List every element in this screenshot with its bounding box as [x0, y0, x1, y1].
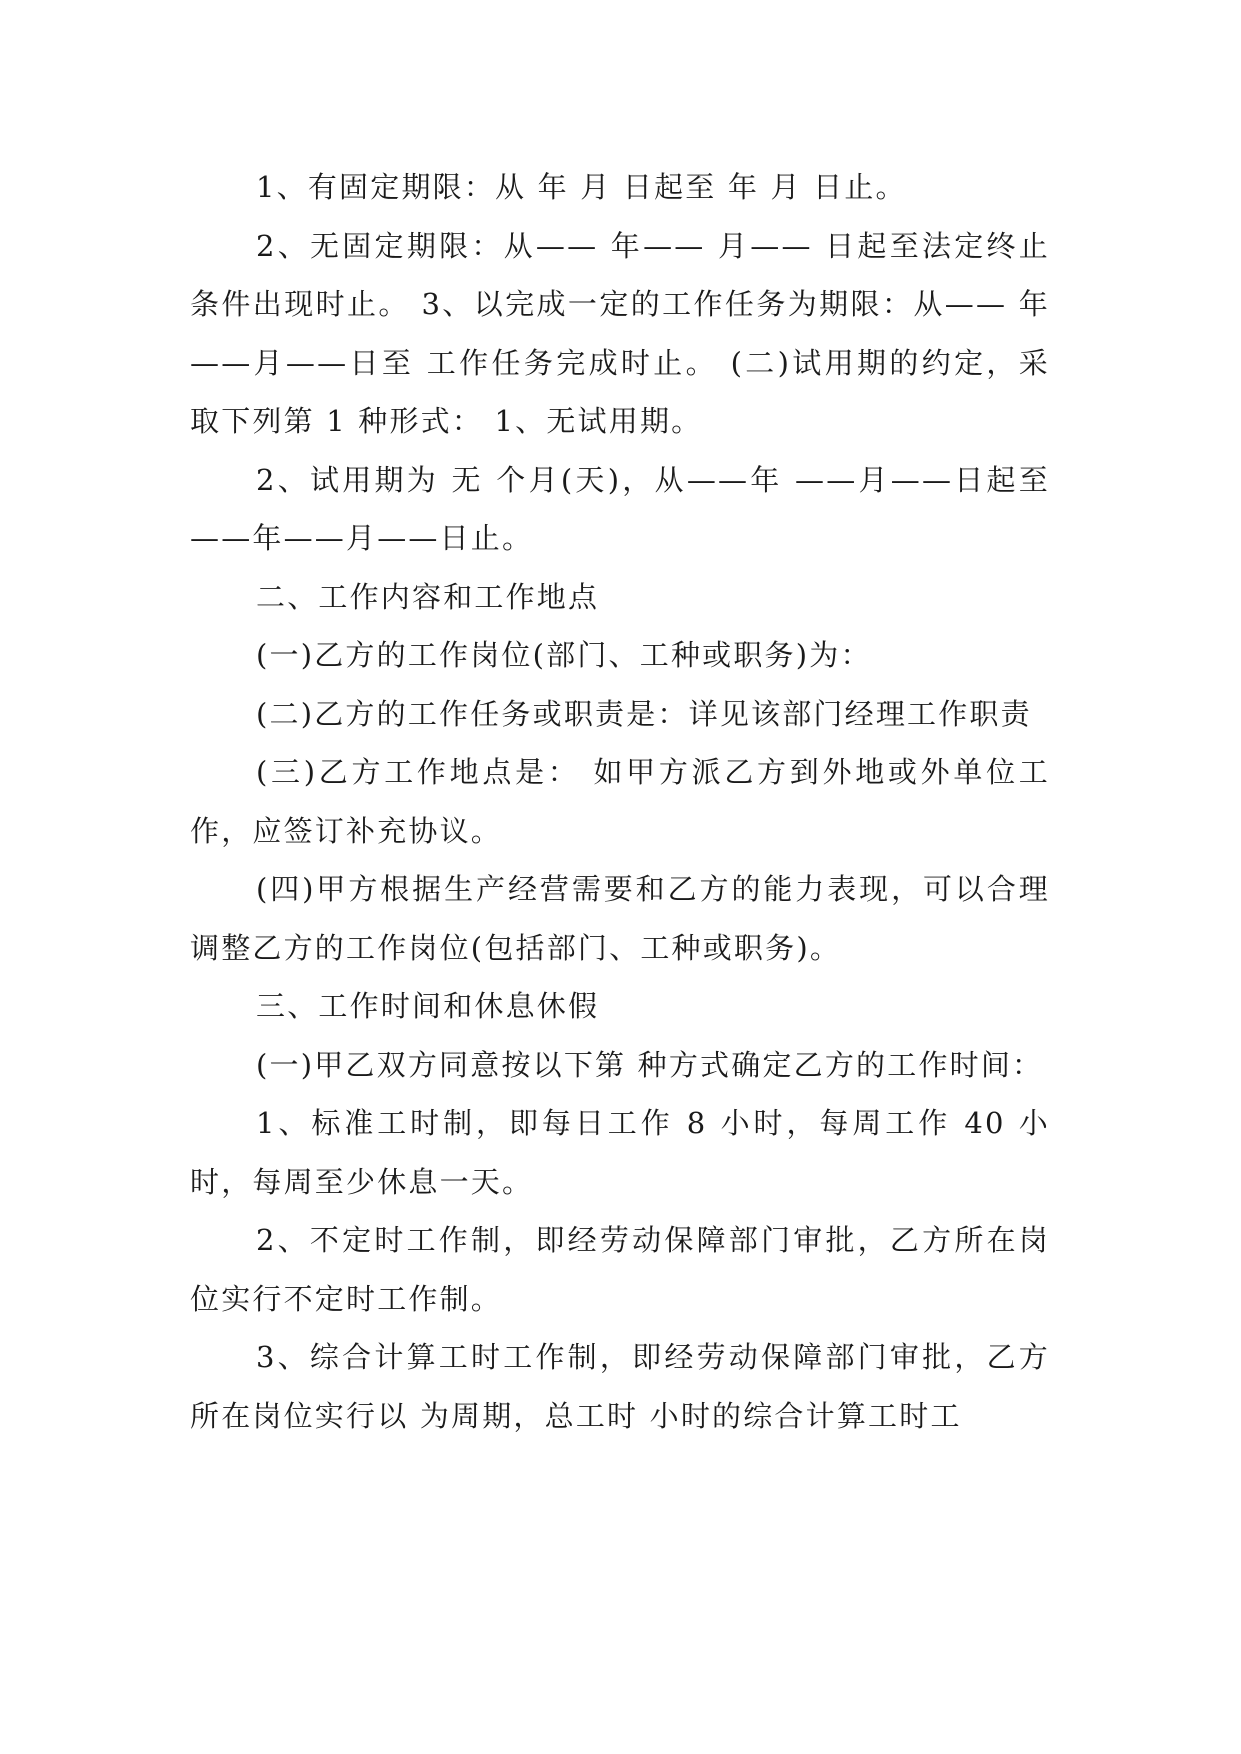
section-heading-working-hours: 三、工作时间和休息休假 — [256, 989, 600, 1023]
paragraph-job-position: (一)乙方的工作岗位(部门、工种或职务)为： — [256, 638, 872, 672]
paragraph-standard-hours: 1、标准工时制，即每日工作 8 小时，每周工作 40 小时，每周至少休息一天。 — [190, 1106, 1050, 1199]
paragraph-fixed-term: 1、有固定期限：从 年 月 日起至 年 月 日止。 — [256, 170, 907, 204]
paragraph-hours-method: (一)甲乙双方同意按以下第 种方式确定乙方的工作时间： — [256, 1047, 1044, 1082]
paragraph-no-fixed-term: 2、无固定期限：从—— 年—— 月—— 日起至法定终止条件出现时止。 3、以完成一定的工作任务为期限：从—— 年——月——日至 工作任务完成时止。 (二)试用期的约定，采取下列第 1 种形式： 1、无试用期。 — [190, 228, 1050, 438]
section-heading-work-content: 二、工作内容和工作地点 — [256, 579, 600, 614]
paragraph-comprehensive-hours: 3、综合计算工时工作制，即经劳动保障部门审批，乙方所在岗位实行以 为周期，总工时 小时的综合计算工时工 — [190, 1340, 1050, 1433]
paragraph-work-location: (三)乙方工作地点是： 如甲方派乙方到外地或外单位工作，应签订补充协议。 — [190, 755, 1050, 848]
paragraph-position-adjustment: (四)甲方根据生产经营需要和乙方的能力表现，可以合理调整乙方的工作岗位(包括部门、工种或职务)。 — [190, 872, 1050, 965]
paragraph-flexible-hours: 2、不定时工作制，即经劳动保障部门审批，乙方所在岗位实行不定时工作制。 — [190, 1223, 1050, 1316]
paragraph-job-duties: (二)乙方的工作任务或职责是：详见该部门经理工作职责 — [256, 696, 1032, 731]
paragraph-probation: 2、试用期为 无 个月(天)，从——年 ——月——日起至 ——年——月——日止。 — [190, 462, 1050, 555]
document-page — [190, 158, 1050, 1445]
